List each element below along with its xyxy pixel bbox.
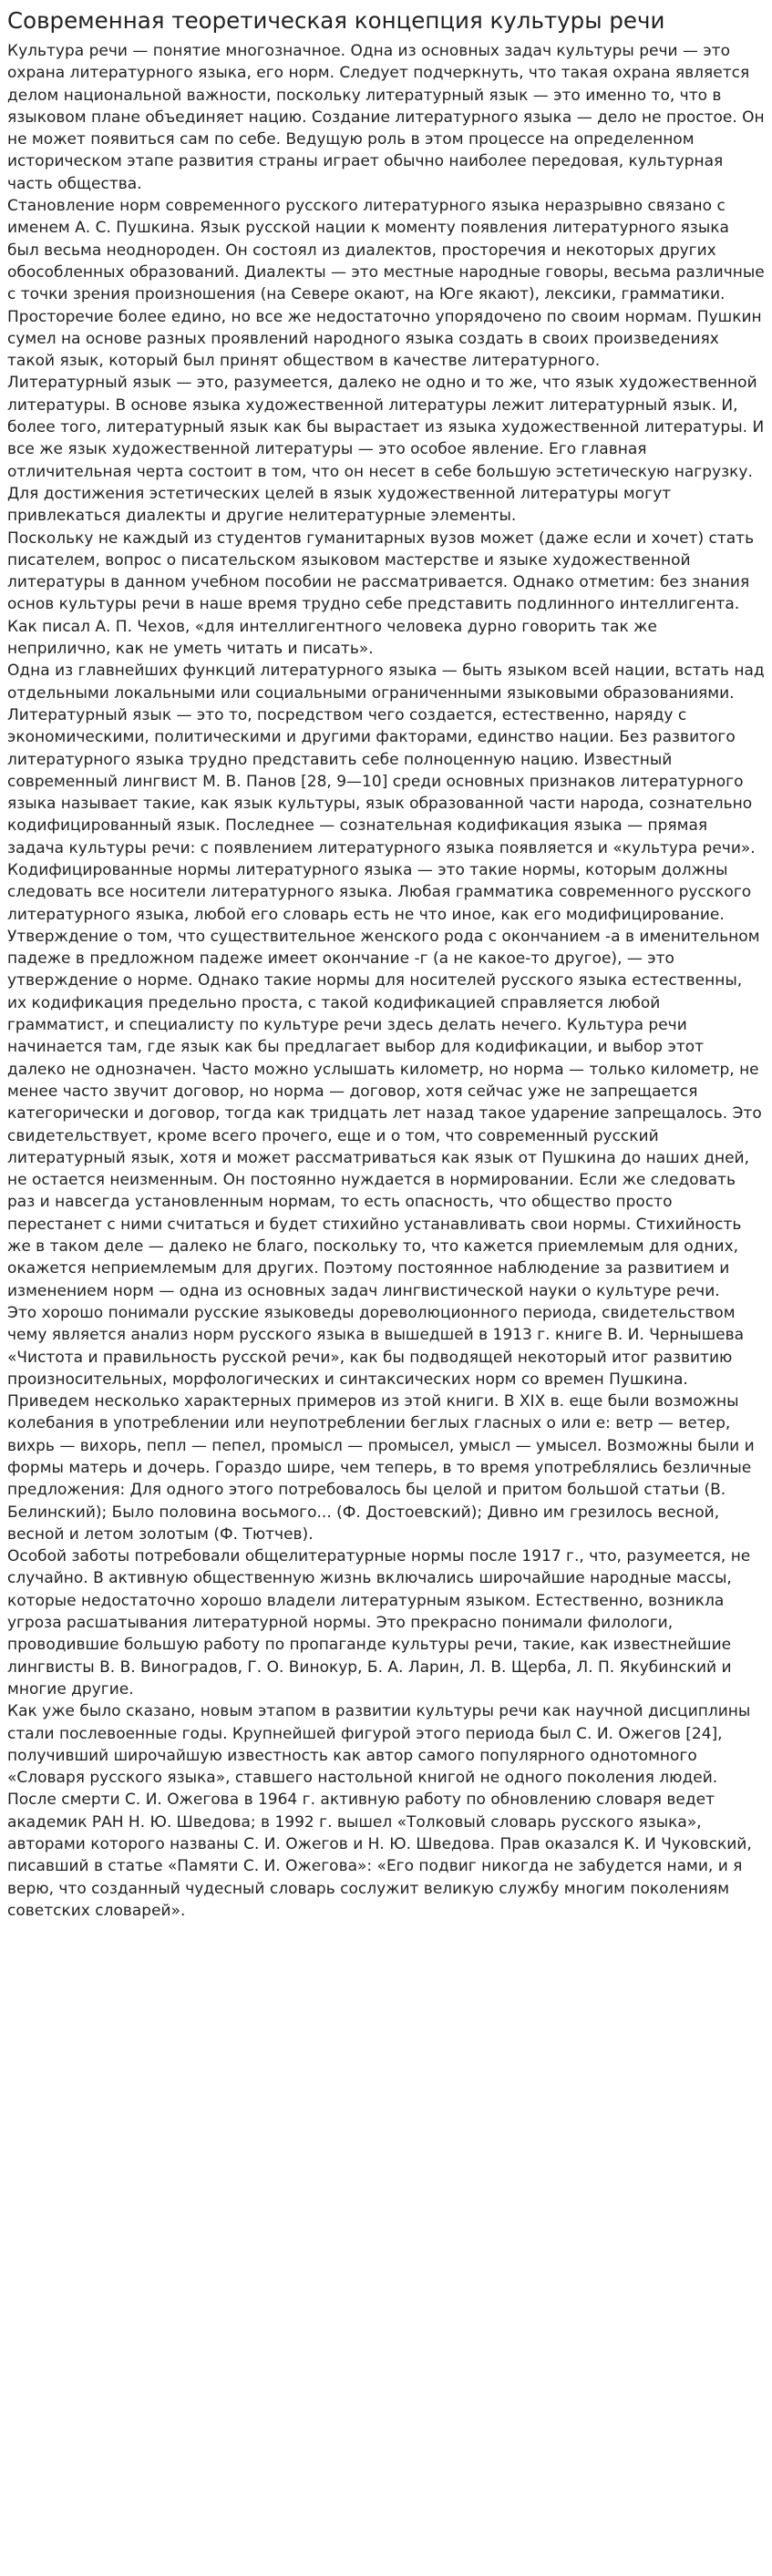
page-title: Современная теоретическая концепция культуры речи bbox=[7, 7, 665, 34]
paragraph-5: Одна из главнейших функций литературного языка — быть языком всей нации, встать над отдельными локальными или социальными ограниченными языковыми образованиями. Литературный язык — это то, посредством чего создается, естественно, наряду с экономическими, политическими и другими факторами, единство нации. Без развитого литературного языка трудно представить себе полноценную нацию. Известный современный лингвист М. В. Панов [28, 9—10] среди основных признаков литературного языка называет такие, как язык культуры, язык образованной части народа, сознательно кодифицированный язык. Последнее — сознательная кодификация языка — прямая задача культуры речи: с появлением литературного языка появляется и «культура речи». bbox=[7, 662, 765, 857]
paragraph-9: Как уже было сказано, новым этапом в развитии культуры речи как научной дисциплины стали послевоенные годы. Крупнейшей фигурой этого периода был С. И. Ожегов [24], получивший широчайшую известность как автор самого популярного однотомного «Словаря русского языка», ставшего настольной книгой не одного поколения людей. После смерти С. И. Ожегова в 1964 г. активную работу по обновлению словаря ведет академик РАН Н. Ю. Шведова; в 1992 г. вышел «Толковый словарь русского языка», авторами которого названы С. И. Ожегов и Н. Ю. Шведова. Прав оказался К. И Чуковский, писавший в статье «Памяти С. И. Ожегова»: «Его подвиг никогда не забудется нами, и я верю, что созданный чудесный словарь сослужит великую службу многим поколениям советских словарей». bbox=[7, 1702, 752, 1920]
paragraph-8: Особой заботы потребовали общелитературные нормы после 1917 г., что, разумеется, не случайно. В активную общественную жизнь включались широчайшие народные массы, которые недостаточно хорошо владели литературным языком. Естественно, возникла угроза расшатывания литературной нормы. Это прекрасно понимали филологи, проводившие большую работу по пропаганде культуры речи, такие, как известнейшие лингвисты В. В. Виноградов, Г. О. Винокур, Б. А. Ларин, Л. В. Щерба, Л. П. Якубинский и многие другие. bbox=[7, 1547, 751, 1699]
paragraph-7: Это хорошо понимали русские языковеды дореволюционного периода, свидетельством чему является анализ норм русского языка в вышедшей в 1913 г. книге В. И. Чернышева «Чистота и правильность русской речи», как бы подводящей некоторый итог развитию произносительных, морфологических и синтаксических норм со времен Пушкина. Приведем несколько характерных примеров из этой книги. В XIX в. еще были возможны колебания в употреблении или неупотреблении беглых гласных о или е: ветр — ветер, вихрь — вихорь, пепл — пепел, промысл — промысел, умысл — умысел. Возможны были и формы матерь и дочерь. Гораздо шире, чем теперь, в то время употреблялись безличные предложения: Для одного этого потребовалось бы целой и притом большой статьи (В. Белинский); Было половина восьмого... (Ф. Достоевский); Дивно им грезилось весной, весной и летом золотым (Ф. Тютчев). bbox=[7, 1303, 755, 1544]
paragraph-1: Культура речи — понятие многозначное. Одна из основных задач культуры речи — это охрана литературного языка, его норм. Следует подчеркнуть, что такая охрана является делом национальной важности, поскольку литературный язык — это именно то, что в языковом плане объединяет нацию. Создание литературного языка — дело не простое. Он не может появиться сам по себе. Ведущую роль в этом процессе на определенном историческом этапе развития страны играет обычно наиболее передовая, культурная часть общества. bbox=[7, 42, 765, 193]
paragraph-4: Поскольку не каждый из студентов гуманитарных вузов может (даже если и хочет) стать писателем, вопрос о писательском языковом мастерстве и языке художественной литературы в данном учебном пособии не рассматривается. Однако отметим: без знания основ культуры речи в наше время трудно себе представить подлинного интеллигента. Как писал А. П. Чехов, «для интеллигентного человека дурно говорить так же неприлично, как не уметь читать и писать». bbox=[7, 529, 755, 659]
paragraph-6: Кодифицированные нормы литературного языка — это такие нормы, которым должны следовать все носители литературного языка. Любая грамматика современного русского литературного языка, любой его словарь есть не что иное, как его модифицирование. Утверждение о том, что существительное женского рода с окончанием -а в именительном падеже в предложном падеже имеет окончание -г (а не какое-то другое), — это утверждение о норме. Однако такие нормы для носителей русского языка естественны, их кодификация предельно проста, с такой кодификацией справляется любой грамматист, и специалисту по культуре речи здесь делать нечего. Культура речи начинается там, где язык как бы предлагает выбор для кодификации, и выбор этот далеко не однозначен. Часто можно услышать километр, но норма — только километр, не менее часто звучит договор, но норма — договор, хотя сейчас уже не запрещается категорически и договор, тогда как тридцать лет назад такое ударение запрещалось. Это свидетельствует, кроме всего прочего, еще и о том, что современный русский литературный язык, хотя и может рассматриваться как язык от Пушкина до наших дней, не остается неизменным. Он постоянно нуждается в нормировании. Если же следовать раз и навсегда установленным нормам, то есть опасность, что общество просто перестанет с ними считаться и будет стихийно устанавливать свои нормы. Стихийность же в таком деле — далеко не благо, поскольку то, что кажется приемлемым для одних, окажется неприемлемым для других. Поэтому постоянное наблюдение за развитием и изменением норм — одна из основных задач лингвистической науки о культуре речи. bbox=[7, 860, 762, 1300]
paragraph-3: Литературный язык — это, разумеется, далеко не одно и то же, что язык художественной литературы. В основе языка художественной литературы лежит литературный язык. И, более того, литературный язык как бы вырастает из языка художественной литературы. И все же язык художественной литературы — это особое явление. Его главная отличительная черта состоит в том, что он несет в себе большую эстетическую нагрузку. Для достижения эстетических целей в язык художественной литературы могут привлекаться диалекты и другие нелитературные элементы. bbox=[7, 374, 765, 526]
paragraph-2: Становление норм современного русского литературного языка неразрывно связано с именем А. С. Пушкина. Язык русской нации к моменту появления литературного языка был весьма неоднороден. Он состоял из диалектов, просторечия и некоторых других обособленных образований. Диалекты — это местные народные говоры, весьма различные с точки зрения произношения (на Севере окают, на Юге якают), лексики, грамматики. Просторечие более едино, но все же недостаточно упорядочено по своим нормам. Пушкин сумел на основе разных проявлений народного языка создать в своих произведениях такой язык, который был принят обществом в качестве литературного. bbox=[7, 197, 765, 371]
